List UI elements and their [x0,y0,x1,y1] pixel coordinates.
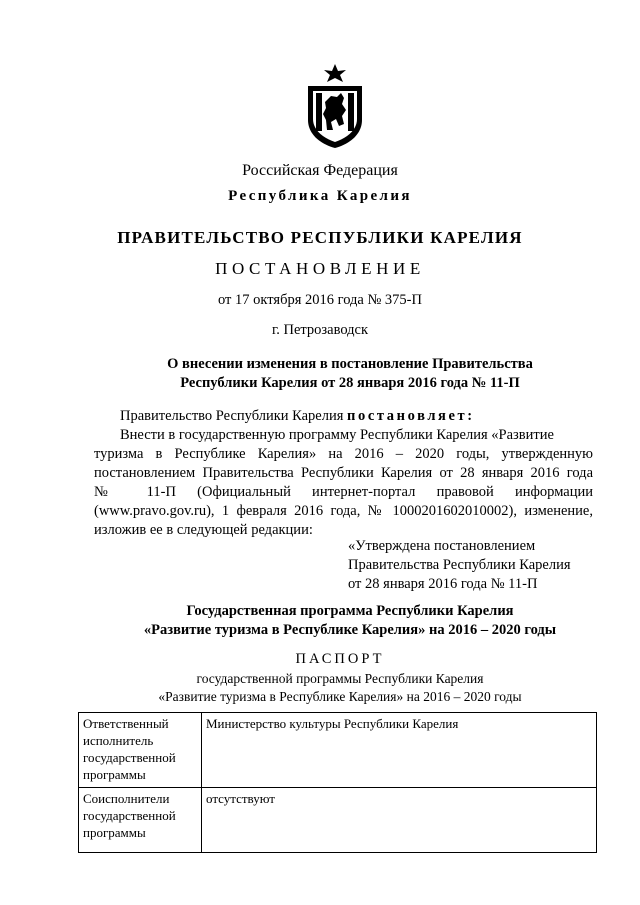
body-line: изложив ее в следующей редакции: [94,522,313,538]
program-title-line: «Развитие туризма в Республике Карелия» на 2016 – 2020 годы [143,622,557,638]
approval-line: «Утверждена постановлением [348,538,536,554]
row-value: отсутствуют [202,788,597,853]
document-date-number: от 17 октября 2016 года № 375-П [218,292,422,308]
passport-table [78,712,597,853]
document-title-line: Республики Карелия от 28 января 2016 года № 11-П [180,375,520,391]
document-title [60,355,640,393]
republic-name: Республика Карелия [228,188,412,204]
row-value: Министерство культуры Республики Карелия [202,713,597,788]
row-label: Ответственный исполнитель государственной программы [79,713,202,788]
body-line: № 11-П (Официальный интернет-портал правовой информации [94,484,593,500]
body-line: туризма в Республике Карелия» на 2016 – 2020 годы, утвержденную [94,446,593,462]
document-title-line: О внесении изменения в постановление Правительства [167,356,533,372]
body-line: Внести в государственную программу Республики Карелия «Развитие [120,427,554,443]
body-line: постановлением Правительства Республики Карелия от 28 января 2016 года [94,465,593,481]
document-type: ПОСТАНОВЛЕНИЕ [215,259,425,278]
intro-paragraph [120,407,475,426]
intro-emphasis: постановляет: [347,408,475,424]
program-title [60,602,640,640]
body-line: (www.pravo.gov.ru), 1 февраля 2016 года, № 1000201602010002), изменение, [94,503,593,519]
approval-line: Правительства Республики Карелия [348,557,571,573]
approval-line: от 28 января 2016 года № 11-П [348,576,538,592]
karelia-coat-of-arms-icon [296,62,374,150]
approval-block [348,537,571,594]
program-title-line: Государственная программа Республики Карелия [186,603,514,619]
row-label: Соисполнители государственной программы [79,788,202,853]
country-name: Российская Федерация [242,162,398,179]
passport-title: ПАСПОРТ [295,651,385,667]
passport-subtitle: государственной программы Республики Карелия [196,671,484,686]
table-row [79,788,597,853]
document-city: г. Петрозаводск [271,322,369,338]
table-row [79,713,597,788]
government-title: ПРАВИТЕЛЬСТВО РЕСПУБЛИКИ КАРЕЛИЯ [117,228,523,247]
intro-text: Правительство Республики Карелия [120,408,348,424]
passport-subtitle: «Развитие туризма в Республике Карелия» на 2016 – 2020 годы [158,689,522,704]
